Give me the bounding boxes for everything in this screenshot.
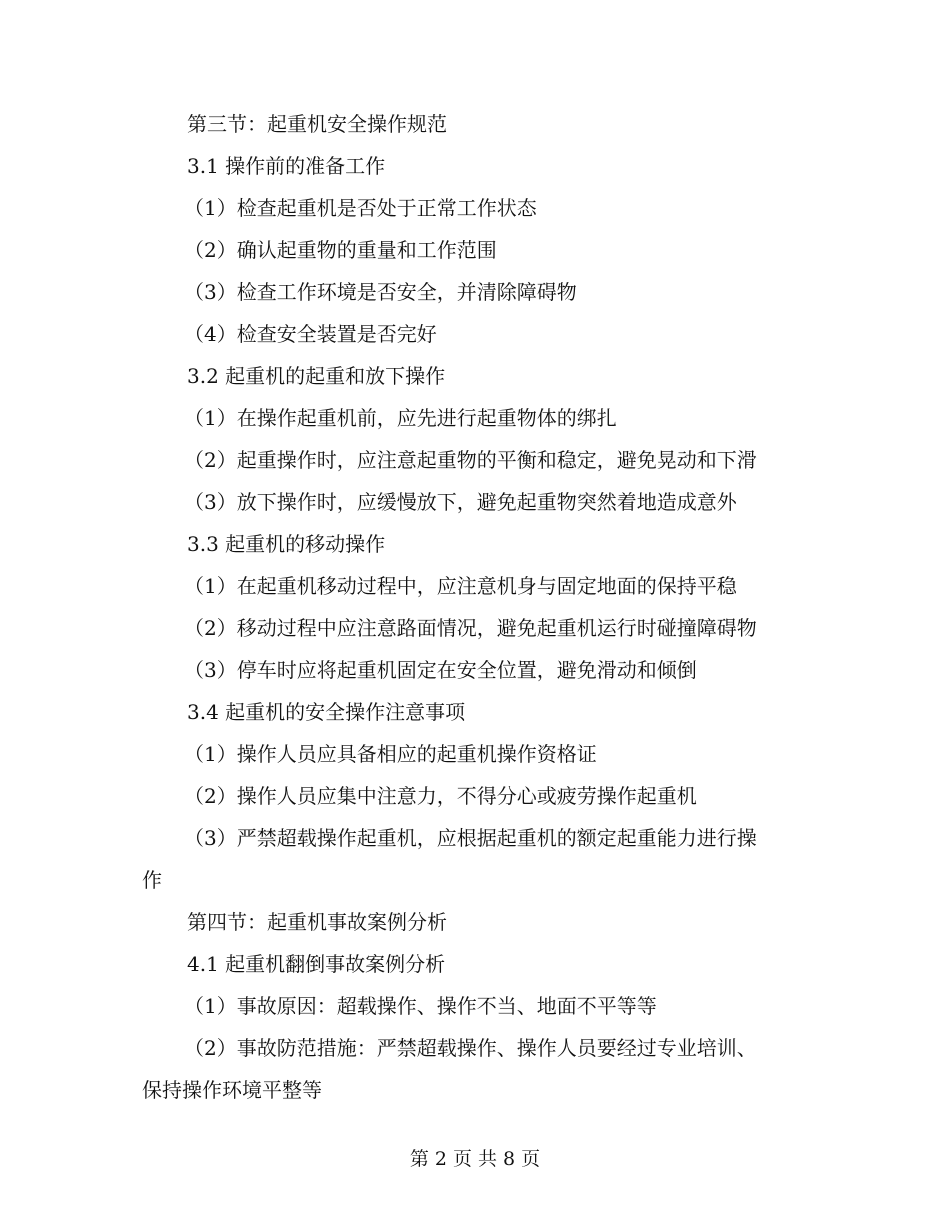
list-item: （3）检查工作环境是否安全，并清除障碍物 [184,280,577,304]
subsection-heading: 4.1 起重机翻倒事故案例分析 [187,952,446,976]
subsection-heading: 3.1 操作前的准备工作 [187,154,386,178]
list-item: （1）在起重机移动过程中，应注意机身与固定地面的保持平稳 [184,574,737,598]
page-number-footer: 第 2 页 共 8 页 [409,1148,541,1170]
list-item: （2）移动过程中应注意路面情况，避免起重机运行时碰撞障碍物 [184,616,757,640]
list-item: （4）检查安全装置是否完好 [184,322,437,346]
list-item: （1）检查起重机是否处于正常工作状态 [184,196,537,220]
list-item: （2）操作人员应集中注意力，不得分心或疲劳操作起重机 [184,784,697,808]
document-body [142,103,812,1111]
list-item: （2）起重操作时，应注意起重物的平衡和稳定，避免晃动和下滑 [184,448,757,472]
list-item-continuation: 保持操作环境平整等 [142,1078,322,1102]
list-item: （2）事故防范措施：严禁超载操作、操作人员要经过专业培训、 [184,1036,757,1060]
subsection-heading: 3.2 起重机的起重和放下操作 [187,364,446,388]
subsection-heading: 3.3 起重机的移动操作 [187,532,386,556]
subsection-heading: 3.4 起重机的安全操作注意事项 [187,700,466,724]
section-heading: 第三节：起重机安全操作规范 [187,112,447,136]
list-item-continuation: 作 [142,868,162,892]
list-item: （2）确认起重物的重量和工作范围 [184,238,497,262]
list-item: （3）停车时应将起重机固定在安全位置，避免滑动和倾倒 [184,658,697,682]
list-item: （1）事故原因：超载操作、操作不当、地面不平等等 [184,994,657,1018]
list-item: （3）严禁超载操作起重机，应根据起重机的额定起重能力进行操 [184,826,757,850]
list-item: （1）在操作起重机前，应先进行起重物体的绑扎 [184,406,617,430]
section-heading: 第四节：起重机事故案例分析 [187,910,447,934]
list-item: （1）操作人员应具备相应的起重机操作资格证 [184,742,597,766]
list-item: （3）放下操作时，应缓慢放下，避免起重物突然着地造成意外 [184,490,737,514]
